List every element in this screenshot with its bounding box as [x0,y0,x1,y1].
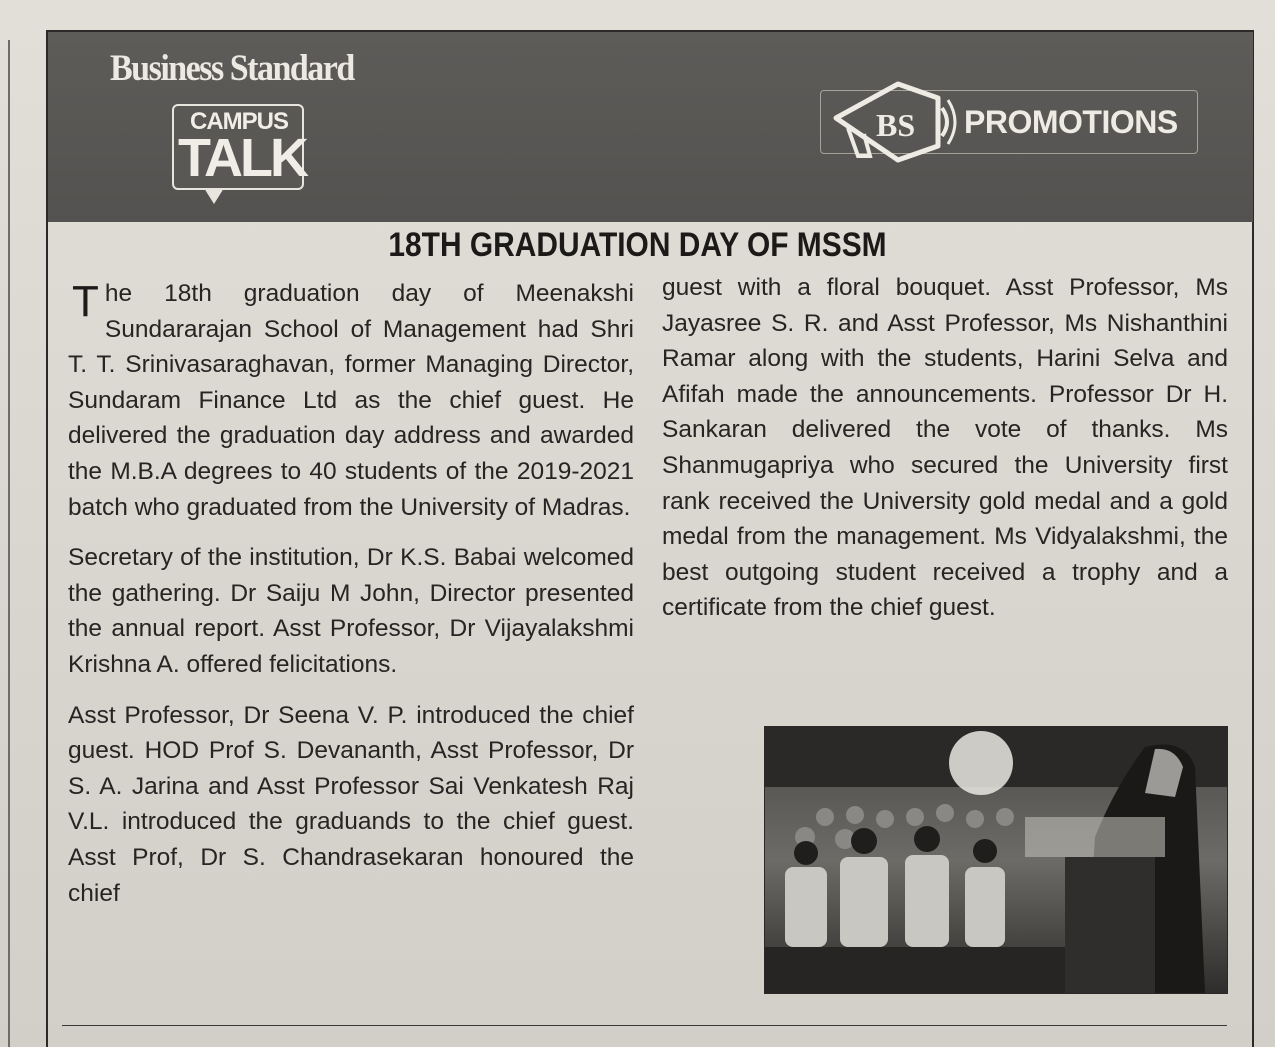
audience-photo-illustration [765,727,1227,993]
article-headline: 18TH GRADUATION DAY OF MSSM [388,226,887,264]
bottom-rule [62,1025,1227,1026]
adjacent-column-edge [0,40,10,1047]
campus-talk-logo [172,104,304,190]
campus-talk-line1: CAMPUS [189,108,288,135]
article-column-right [662,270,1228,626]
publication-logo: Business Standard [110,48,354,89]
promo-badge-text: BS [876,107,916,143]
promotions-label: PROMOTIONS [964,104,1178,140]
campus-talk-line2: TALK [178,128,306,188]
event-photo [764,726,1228,994]
paragraph-3: Asst Professor, Dr Seena V. P. introduced the chief guest. HOD Prof S. Devananth, Asst Professor, Dr S. A. Jarina and Asst Professor Sai Venkatesh Raj V.L. introduced the graduands to the chief guest. Asst Prof, Dr S. Chandrasekaran honoured the chief [68,701,634,907]
drop-cap: T [72,277,99,326]
speech-bubble-tail [204,188,224,204]
paragraph-4: guest with a floral bouquet. Asst Professor, Ms Jayasree S. R. and Asst Professor, Ms Nishanthini Ramar along with the students, Harini Selva and Afifah made the announcements. Professor Dr H. Sankaran delivered the vote of thanks. Ms Shanmugapriya who secured the University first rank received the University gold medal and a gold medal from the management. Ms Vidyalakshmi, the best outgoing student received a trophy and a certificate from the chief guest. [662,274,1228,622]
paragraph-1 [68,276,634,525]
article-column-left [68,276,634,911]
megaphone-icon [828,68,958,168]
paragraph-1-text: he 18th graduation day of Meenakshi Sundararajan School of Management had Shri T. T. Srinivasaraghavan, former Managing Director, Sundaram Finance Ltd as the chief guest. He delivered the graduation day address and awarded the M.B.A degrees to 40 students of the 2019-2021 batch who graduated from the University of Madras. [68,280,634,521]
paragraph-2: Secretary of the institution, Dr K.S. Babai welcomed the gathering. Dr Saiju M John, Director presented the annual report. Asst Professor, Dr Vijayalakshmi Krishna A. offered felicitations. [68,544,634,678]
